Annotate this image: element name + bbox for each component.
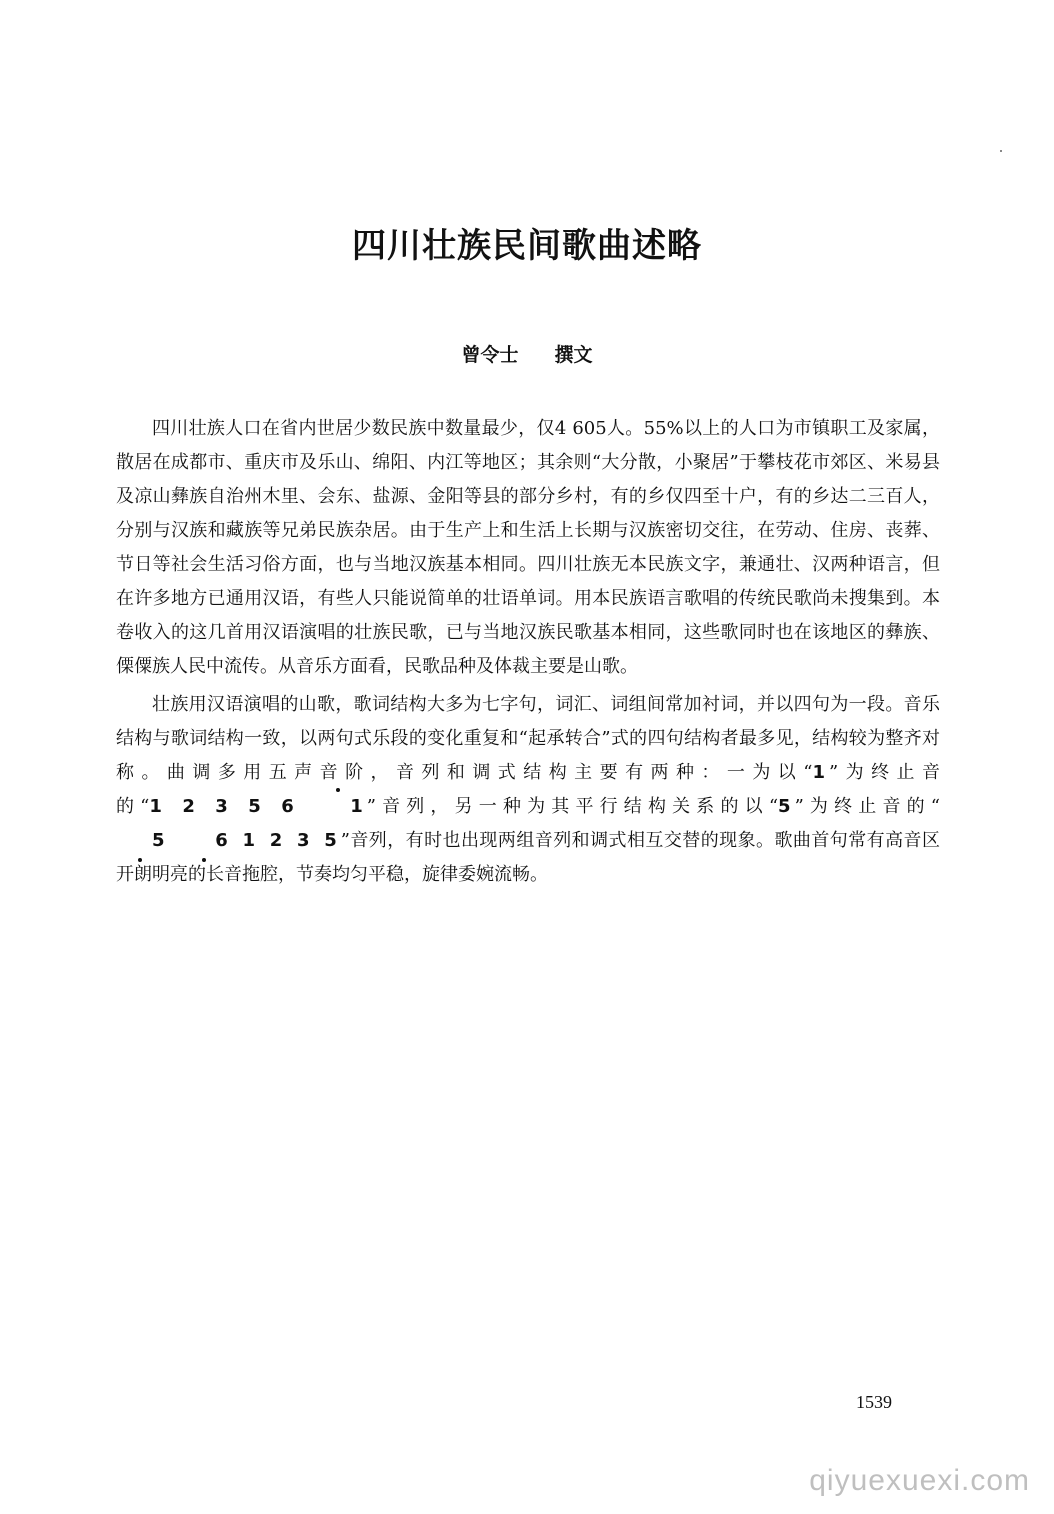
author-role: 撰文 [554,344,593,366]
low-octave-note-6: 6 [179,824,232,858]
article-title: 四川壮族民间歌曲述略 [352,226,702,266]
tonic-note-2: 5 [778,796,795,817]
article-body [116,412,940,896]
paragraph-2 [116,688,940,892]
tonic-note-1: 1 [812,762,829,783]
watermark: qiyuexuexi.com [809,1464,1030,1497]
scale-2 [116,830,341,851]
scale-2-notes: 1 2 3 5 [242,830,341,851]
p2-text-3: ”音列，另一种为其平行结构关系的以“ [366,796,779,817]
low-octave-note-5: 5 [116,824,169,858]
p2-text-4: ”为终止音的“ [794,796,940,817]
p2-text-2: ”为终止音的“ [116,762,941,817]
byline [0,340,1054,367]
p2-text-5: ”音列，有时也出现两组音列和调式相互交替的现象。歌曲首句常有高音区开朗明亮的长音拖腔，节奏均匀平稳，旋律委婉流畅。 [116,830,940,885]
scale-1 [149,796,366,817]
scan-speck [1000,150,1002,152]
paragraph-1: 四川壮族人口在省内世居少数民族中数量最少，仅4 605人。55%以上的人口为市镇职工及家属，散居在成都市、重庆市及乐山、绵阳、内江等地区；其余则“大分散，小聚居”于攀枝花市郊区、米易县及凉山彝族自治州木里、会东、盐源、金阳等县的部分乡村，有的乡仅四至十户，有的乡达二三百人，分别与汉族和藏族等兄弟民族杂居。由于生产上和生活上长期与汉族密切交往，在劳动、住房、丧葬、节日等社会生活习俗方面，也与当地汉族基本相同。四川壮族无本民族文字，兼通壮、汉两种语言，但在许多地方已通用汉语，有些人只能说简单的壮语单词。用本民族语言歌唱的传统民歌尚未搜集到。本卷收入的这几首用汉语演唱的壮族民歌，已与当地汉族民歌基本相同，这些歌同时也在该地区的彝族、傈僳族人民中流传。从音乐方面看，民歌品种及体裁主要是山歌。 [116,418,940,677]
page-number: 1539 [856,1392,892,1412]
author-name: 曾令士 [461,344,519,366]
p2-text-1: 壮族用汉语演唱的山歌，歌词结构大多为七字句，词汇、词组间常加衬词，并以四句为一段。音乐结构与歌词结构一致，以两句式乐段的变化重复和“起承转合”式的四句结构者最多见，结构较为整齐对称。曲调多用五声音阶，音列和调式结构主要有两种：一为以“ [116,694,940,783]
scale-1-notes: 1 2 3 5 6 [149,796,298,817]
high-octave-note: 1 [314,790,367,824]
